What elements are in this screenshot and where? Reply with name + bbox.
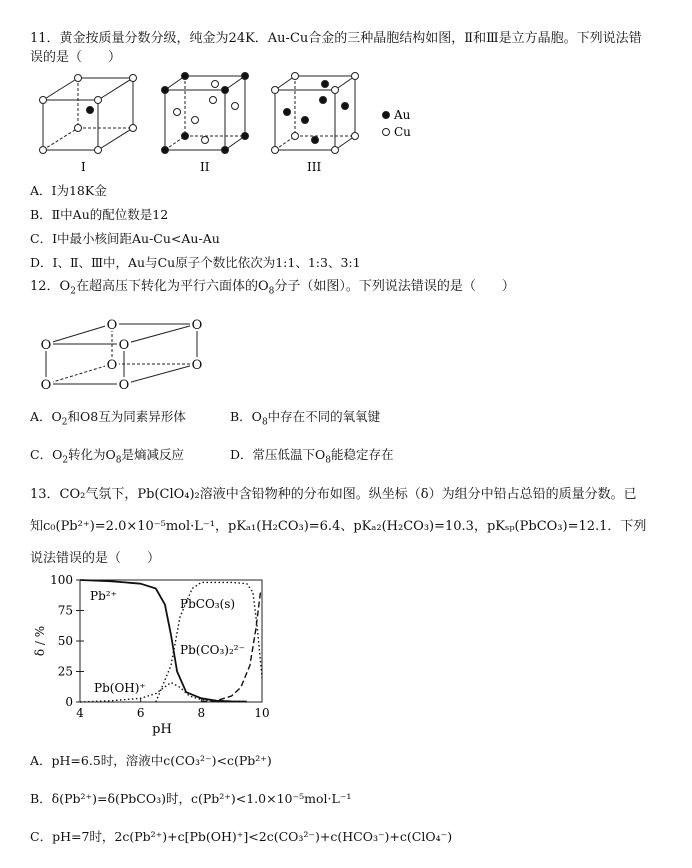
x-axis-label: pH [152, 722, 172, 737]
cell-label-iii: III [307, 160, 322, 174]
o8-atom: O [118, 378, 130, 393]
o8-atom: O [40, 378, 52, 393]
q11-crystal-cells-figure [35, 70, 435, 184]
q12-option-d: D．常压低温下$O_8$能稳定存在 [230, 447, 394, 466]
q11-option-c: C．I中最小核间距Au-Cu<Au-Au [30, 231, 220, 246]
legend-au: Au [394, 108, 411, 122]
series-label-pboh: Pb(OH)⁺ [94, 681, 146, 695]
q11-stem-line2: 误的是（ ） [30, 50, 122, 65]
q12-option-b: B．$O_8$中存在不同的氧氧键 [230, 409, 381, 428]
q11-option-a: A．I为18K金 [30, 183, 107, 198]
y-tick-label: 100 [50, 573, 73, 587]
q12-stem: 12．$O_2$在超高压下转化为平行六面体的$O_8$分子（如图）。下列说法错误的是（ ） [30, 279, 515, 297]
legend-cu: Cu [394, 125, 411, 139]
q11-option-d: D．I、Ⅱ、Ⅲ中，Au与Cu原子个数比依次为1:1、1:3、3:1 [30, 255, 361, 270]
x-tick-label: 8 [197, 706, 206, 720]
q12-option-c: C．$O_2$转化为$O_8$是熵减反应 [30, 447, 185, 466]
o8-atom: O [106, 318, 118, 333]
cell-i [43, 78, 133, 150]
x-tick-label: 6 [136, 706, 145, 720]
q13-stem-line2: 知c₀(Pb²⁺)=2.0×10⁻⁵mol·L⁻¹，pKₐ₁(H₂CO₃)=6.4、pKₐ₂(H₂CO₃)=10.3，pKₛₚ(PbCO₃)=12.1．下列 [30, 519, 647, 534]
pb-species-distribution-chart [30, 572, 280, 741]
o8-atom: O [106, 358, 118, 373]
q13-stem-line3: 说法错误的是（ ） [30, 551, 161, 566]
cell-label-ii: II [200, 160, 210, 174]
o8-atom: O [191, 318, 203, 333]
o8-atom: O [40, 338, 52, 353]
q13-stem-line1: 13．CO₂气氛下，Pb(ClO₄)₂溶液中含铅物种的分布如图。纵坐标（δ）为组分中铅占总铅的质量分数。已 [30, 487, 637, 502]
q11-stem-line1: 11．黄金按质量分数分级，纯金为24K．Au-Cu合金的三种晶胞结构如图，Ⅱ和Ⅲ是立方晶胞。下列说法错 [30, 31, 642, 46]
x-tick-label: 4 [76, 706, 84, 720]
y-tick-label: 25 [57, 664, 73, 679]
y-tick-label: 75 [57, 603, 73, 618]
cell-label-i: I [81, 160, 86, 174]
o8-atom: O [191, 358, 203, 373]
y-tick-label: 50 [57, 634, 73, 648]
q13-option-c: C．pH=7时，2c(Pb²⁺)+c[Pb(OH)⁺]<2c(CO₃²⁻)+c(HCO₃⁻)+c(ClO₄⁻) [30, 829, 453, 844]
series-label-pbco3s: PbCO₃(s) [180, 597, 236, 611]
x-tick-label: 10 [254, 706, 270, 720]
series-label-pb2: Pb²⁺ [90, 589, 117, 603]
q11-option-b: B．Ⅱ中Au的配位数是12 [30, 207, 169, 222]
o8-molecule-figure [32, 314, 217, 400]
y-axis-label: δ / % [33, 625, 47, 657]
series-label-pbco32: Pb(CO₃)₂²⁻ [180, 643, 245, 657]
q13-option-b: B．δ(Pb²⁺)=δ(PbCO₃)时，c(Pb²⁺)<1.0×10⁻⁵mol·L⁻¹ [30, 791, 352, 806]
o8-atom: O [118, 338, 130, 353]
y-tick-label: 0 [65, 695, 73, 709]
q12-option-a: A．$O_2$和O8互为同素异形体 [30, 409, 186, 428]
q13-option-a: A．pH=6.5时，溶液中c(CO₃²⁻)<c(Pb²⁺) [30, 753, 272, 768]
